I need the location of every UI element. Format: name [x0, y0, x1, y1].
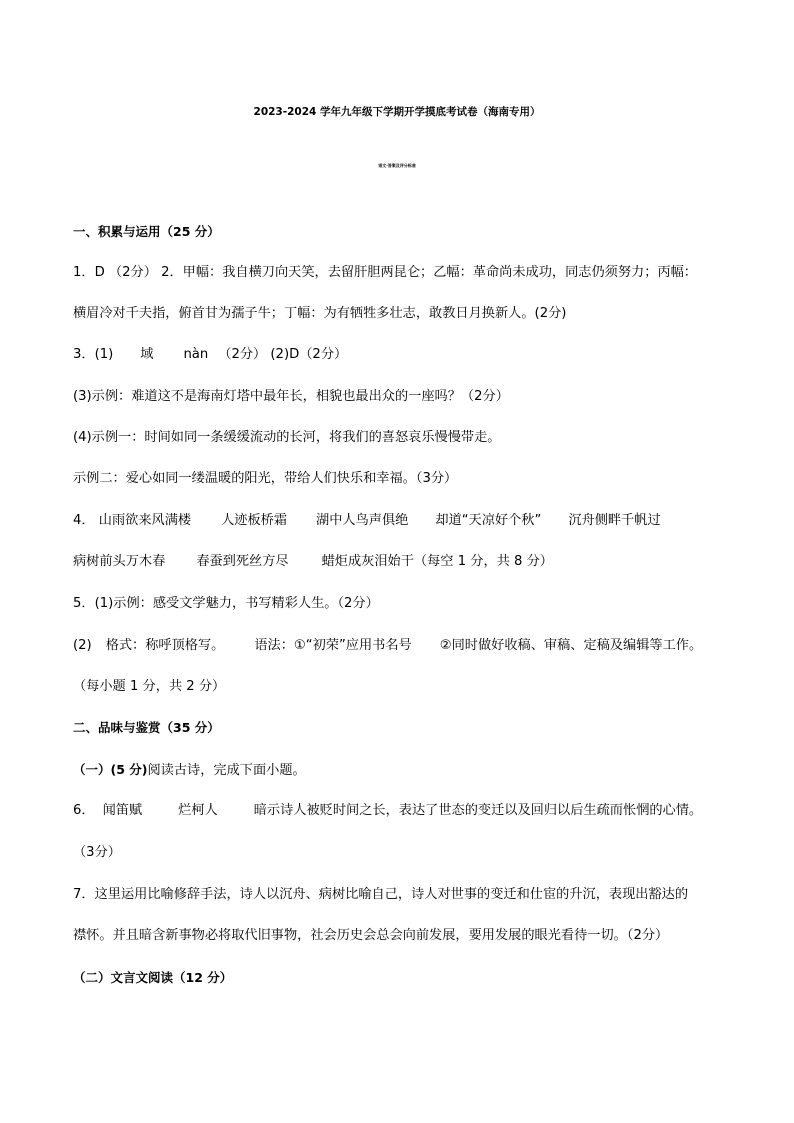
answer-item: 却道“天凉好个秋” [435, 513, 542, 528]
answer-item: 语法：①“初荣”应用书名号 [254, 638, 412, 653]
part-label: （一）(5 分) [73, 762, 148, 777]
answer-line: （每小题 1 分，共 2 分） [73, 679, 226, 694]
answer-line: 横眉冷对千夫指，俯首甘为孺子牛；丁幅：为有牺牲多壮志，敢教日月换新人。(2分) [73, 306, 567, 321]
answer-line: (3)示例：难道这不是海南灯塔中最年长，相貌也最出众的一座吗？（2分） [73, 389, 509, 404]
answer-item: 闻笛赋 [102, 803, 143, 818]
question-number: (2) [73, 638, 92, 653]
answer-item: 沉舟侧畔千帆过 [568, 513, 661, 528]
section-heading: 一、积累与运用（25 分） [73, 224, 220, 239]
page-subtitle: 语文·答案及评分标准 [378, 163, 416, 168]
answer-line: 1．D （2分） 2．甲幅：我自横刀向天笑，去留肝胆两昆仑；乙幅：革命尚未成功，同志仍须努力；丙幅： [73, 265, 697, 280]
answer-line: 襟怀。并且暗含新事物必将取代旧事物，社会历史会总会向前发展，要用发展的眼光看待一切。（2分） [73, 928, 669, 943]
answer-item: 湖中人鸟声俱绝 [316, 513, 409, 528]
answer-line: 7．这里运用比喻修辞手法，诗人以沉舟、病树比喻自己，诗人对世事的变迁和仕宦的升沉，表现出豁达的 [73, 887, 689, 902]
answer-line-q4-row1 [73, 512, 661, 530]
answer-char: 域 [140, 347, 154, 362]
answer-item: 4． 山雨欲来风满楼 [73, 513, 192, 528]
answer-item: 病树前头万木春 [73, 554, 166, 569]
answer-item: 蜡炬成灰泪始干（每空 1 分，共 8 分） [321, 554, 553, 569]
question-number: 3．(1) [73, 347, 114, 362]
answer-item: 格式：称呼顶格写。 [105, 638, 225, 653]
answer-line-q4-row2 [73, 553, 553, 571]
answer-item: 人迹板桥霜 [221, 513, 288, 528]
answer-item: ②同时做好收稿、审稿、定稿及编辑等工作。 [439, 638, 703, 653]
page-title: 2023-2024 学年九年级下学期开学摸底考试卷（海南专用） [253, 106, 541, 118]
answer-item: 烂柯人 [178, 803, 218, 818]
section-heading: 二、品味与鉴赏（35 分） [73, 720, 220, 735]
answer-line: 示例二：爱心如同一缕温暖的阳光，带给人们快乐和幸福。（3分） [73, 471, 458, 486]
part-heading: （二）文言文阅读（12 分） [73, 970, 233, 985]
answer-score: （2分） (2)D（2分） [218, 347, 348, 362]
answer-pinyin: nàn [183, 347, 209, 362]
answer-line: 5．(1)示例：感受文学魅力，书写精彩人生。（2分） [73, 596, 379, 611]
part-heading [73, 761, 306, 780]
answer-item: 春蚕到死丝方尽 [196, 554, 289, 569]
answer-line-q3 [73, 346, 347, 364]
answer-line-q6 [73, 802, 702, 820]
answer-item: 暗示诗人被贬时间之长，表达了世态的变迁以及回归以后生疏而怅惘的心情。 [253, 803, 703, 818]
answer-line: (4)示例一：时间如同一条缓缓流动的长河，将我们的喜怒哀乐慢慢带走。 [73, 430, 501, 445]
part-instruction: 阅读古诗，完成下面小题。 [147, 763, 306, 778]
question-number: 6． [73, 803, 95, 818]
answer-line-q5-2 [73, 637, 702, 655]
answer-line: （3分） [73, 845, 121, 860]
